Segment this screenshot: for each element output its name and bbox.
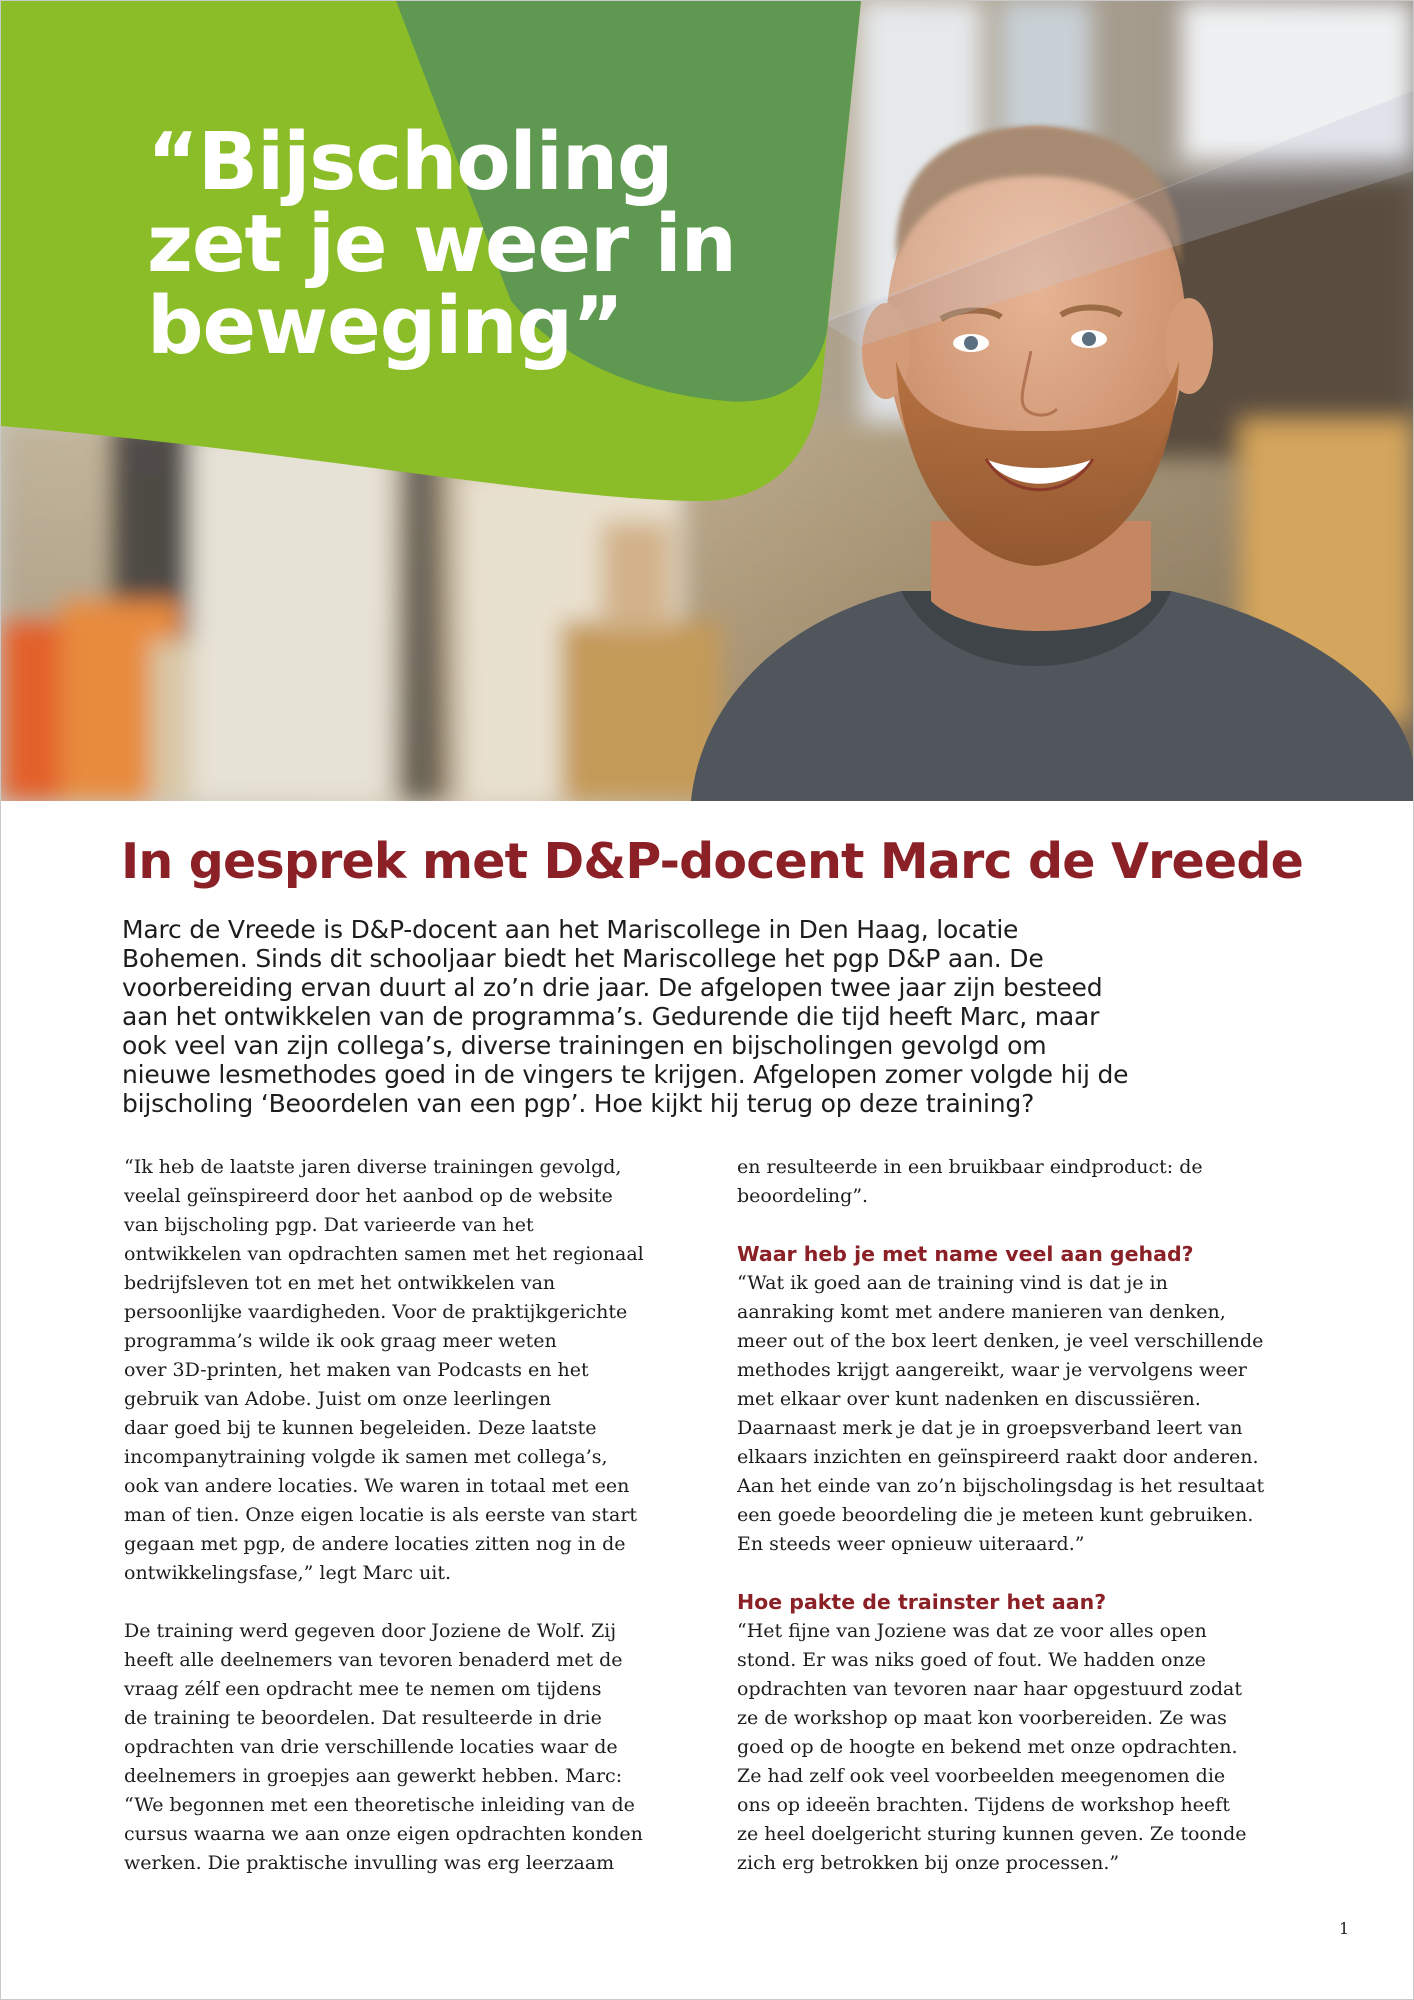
body-paragraph (737, 1269, 1317, 1559)
intro-line: voorbereiding ervan duurt al zo’n drie jaar. De afgelopen twee jaar zijn besteed (122, 973, 1103, 1002)
article-title: In gesprek met D&P-docent Marc de Vreede (121, 833, 1304, 890)
body-line: “We begonnen met een theoretische inleiding van de (124, 1794, 635, 1816)
body-line: bedrijfsleven tot en met het ontwikkelen van (124, 1272, 556, 1294)
article-intro (122, 915, 1302, 1118)
body-line: “Wat ik goed aan de training vind is dat je in (737, 1272, 1168, 1294)
body-line: opdrachten van drie verschillende locaties waar de (124, 1736, 618, 1758)
body-line: van bijscholing pgp. Dat varieerde van het (124, 1214, 534, 1236)
body-line: man of tien. Onze eigen locatie is als eerste van start (124, 1504, 638, 1526)
body-line: En steeds weer opnieuw uiteraard.” (737, 1533, 1085, 1555)
body-line: beoordeling”. (737, 1185, 869, 1207)
body-line: ons op ideeën brachten. Tijdens de workshop heeft (737, 1794, 1230, 1816)
paragraph-gap (124, 1588, 704, 1617)
body-line: incompanytraining volgde ik samen met collega’s, (124, 1446, 608, 1468)
body-line: stond. Er was niks goed of fout. We hadden onze (737, 1649, 1206, 1671)
body-line: vraag zélf een opdracht mee te nemen om tijdens (124, 1678, 602, 1700)
hero-quote (147, 116, 767, 372)
body-line: heeft alle deelnemers van tevoren benaderd met de (124, 1649, 623, 1671)
body-line: goed op de hoogte en bekend met onze opdrachten. (737, 1736, 1238, 1758)
body-paragraph (737, 1153, 1317, 1211)
body-line: werken. Die praktische invulling was erg leerzaam (124, 1852, 615, 1874)
section-heading: Waar heb je met name veel aan gehad? (737, 1242, 1194, 1266)
body-line: deelnemers in groepjes aan gewerkt hebben. Marc: (124, 1765, 623, 1787)
body-line: en resulteerde in een bruikbaar eindproduct: de (737, 1156, 1203, 1178)
intro-line: aan het ontwikkelen van de programma’s. Gedurende die tijd heeft Marc, maar (122, 1002, 1100, 1031)
body-line: aanraking komt met andere manieren van denken, (737, 1301, 1226, 1323)
left-column (124, 1153, 704, 1878)
body-line: de training te beoordelen. Dat resulteerde in drie (124, 1707, 602, 1729)
hero-banner (1, 1, 1413, 801)
body-line: daar goed bij te kunnen begeleiden. Deze laatste (124, 1417, 597, 1439)
intro-line: nieuwe lesmethodes goed in de vingers te krijgen. Afgelopen zomer volgde hij de (122, 1060, 1129, 1089)
body-line: programma’s wilde ik ook graag meer weten (124, 1330, 557, 1352)
body-line: veelal geïnspireerd door het aanbod op de website (124, 1185, 613, 1207)
body-line: Daarnaast merk je dat je in groepsverband leert van (737, 1417, 1243, 1439)
body-line: Aan het einde van zo’n bijscholingsdag is het resultaat (737, 1475, 1265, 1497)
body-line: gegaan met pgp, de andere locaties zitten nog in de (124, 1533, 626, 1555)
hero-quote-line: zet je weer in (147, 198, 736, 290)
body-line: De training werd gegeven door Joziene de Wolf. Zij (124, 1620, 617, 1642)
hero-quote-line: “Bijscholing (147, 116, 673, 208)
body-line: gebruik van Adobe. Juist om onze leerlingen (124, 1388, 552, 1410)
page-number: 1 (1339, 1919, 1350, 1938)
body-line: persoonlijke vaardigheden. Voor de praktijkgerichte (124, 1301, 628, 1323)
intro-line: Bohemen. Sinds dit schooljaar biedt het Mariscollege het pgp D&P aan. De (122, 944, 1044, 973)
body-line: zich erg betrokken bij onze processen.” (737, 1852, 1120, 1874)
body-line: “Ik heb de laatste jaren diverse trainingen gevolgd, (124, 1156, 622, 1178)
intro-line: bijscholing ‘Beoordelen van een pgp’. Hoe kijkt hij terug op deze training? (122, 1089, 1035, 1118)
body-paragraph (124, 1617, 704, 1878)
body-line: “Het fijne van Joziene was dat ze voor alles open (737, 1620, 1207, 1642)
body-line: opdrachten van tevoren naar haar opgestuurd zodat (737, 1678, 1242, 1700)
body-line: ze de workshop op maat kon voorbereiden. Ze was (737, 1707, 1227, 1729)
paragraph-gap (737, 1559, 1317, 1588)
body-line: over 3D-printen, het maken van Podcasts en het (124, 1359, 589, 1381)
body-line: ontwikkelingsfase,” legt Marc uit. (124, 1562, 452, 1584)
body-line: Ze had zelf ook veel voorbeelden meegenomen die (737, 1765, 1226, 1787)
body-paragraph (737, 1617, 1317, 1878)
body-line: methodes krijgt aangereikt, waar je vervolgens weer (737, 1359, 1247, 1381)
section-heading: Hoe pakte de trainster het aan? (737, 1590, 1107, 1614)
body-line: met elkaar over kunt nadenken en discussiëren. (737, 1388, 1201, 1410)
body-line: een goede beoordeling die je meteen kunt gebruiken. (737, 1504, 1254, 1526)
body-line: ze heel doelgericht sturing kunnen geven. Ze toonde (737, 1823, 1247, 1845)
body-line: elkaars inzichten en geïnspireerd raakt door anderen. (737, 1446, 1259, 1468)
paragraph-gap (737, 1211, 1317, 1240)
intro-line: ook veel van zijn collega’s, diverse trainingen en bijscholingen gevolgd om (122, 1031, 1047, 1060)
hero-quote-line: beweging” (147, 280, 624, 372)
right-column (737, 1153, 1317, 1878)
body-line: meer out of the box leert denken, je veel verschillende (737, 1330, 1264, 1352)
body-line: ontwikkelen van opdrachten samen met het regionaal (124, 1243, 644, 1265)
body-line: ook van andere locaties. We waren in totaal met een (124, 1475, 630, 1497)
body-paragraph (124, 1153, 704, 1588)
intro-line: Marc de Vreede is D&P-docent aan het Mariscollege in Den Haag, locatie (122, 915, 1019, 944)
body-line: cursus waarna we aan onze eigen opdrachten konden (124, 1823, 643, 1845)
